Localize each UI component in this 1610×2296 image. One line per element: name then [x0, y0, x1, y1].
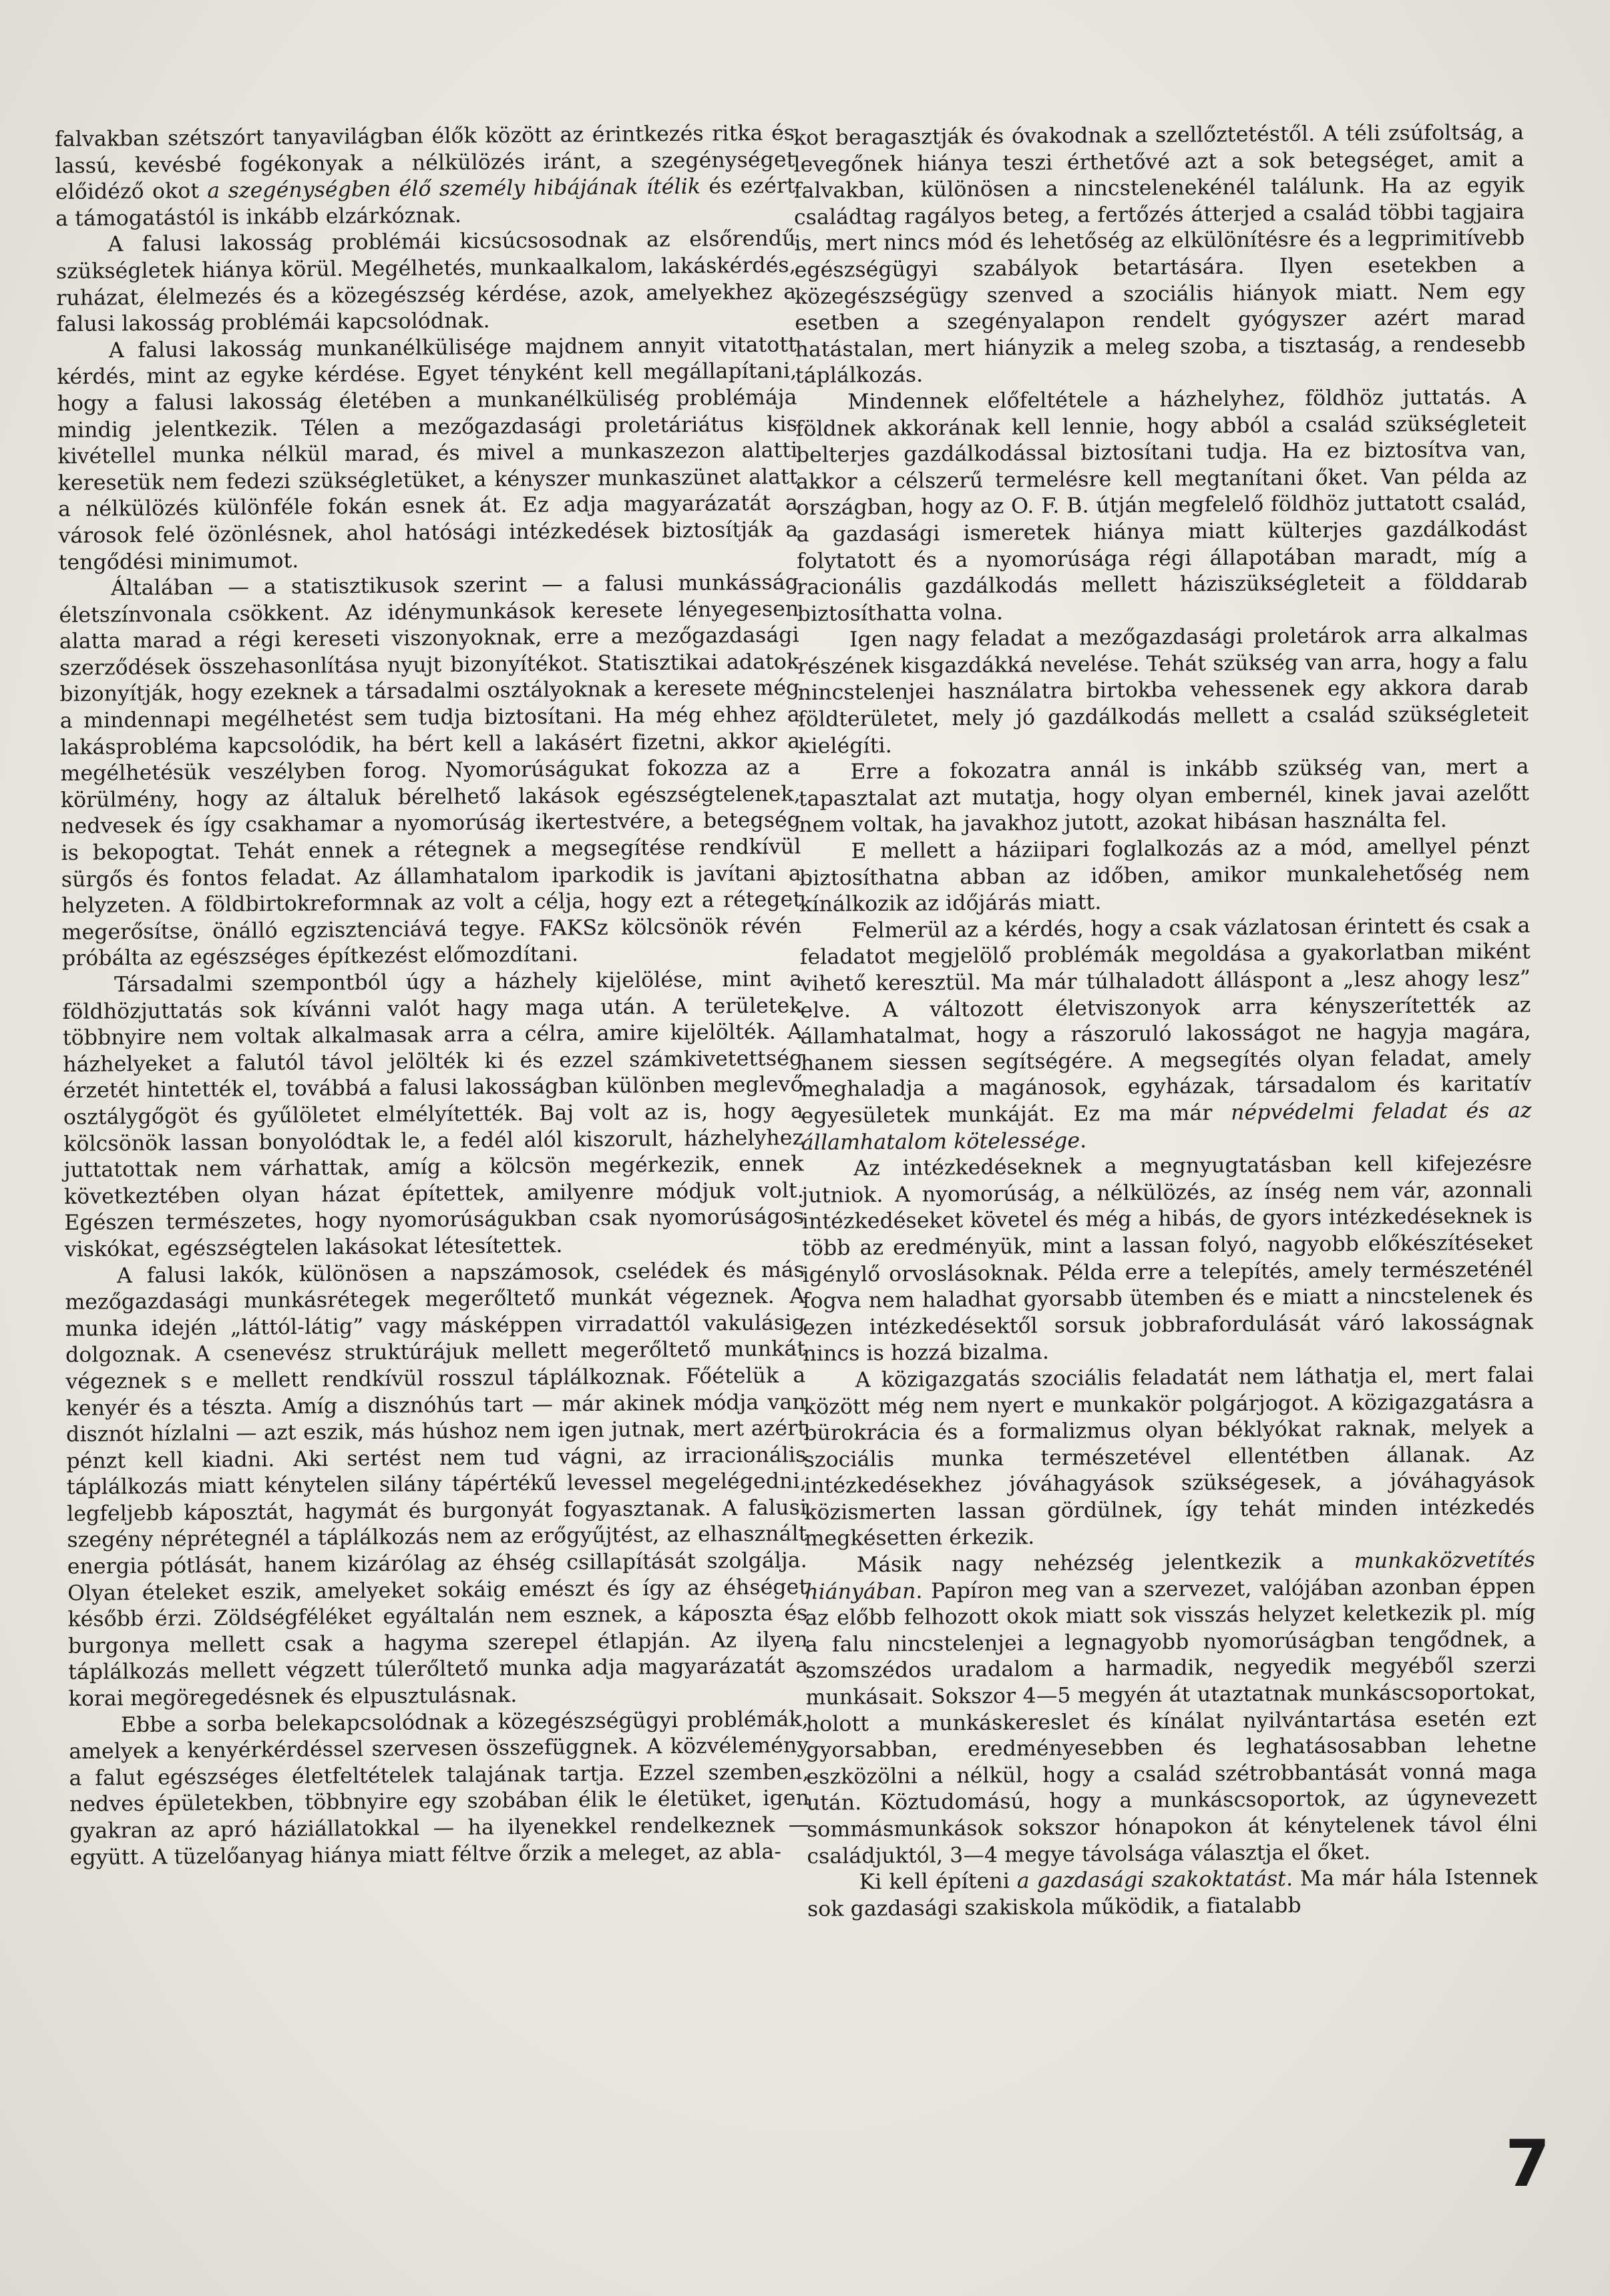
paragraph: A falusi lakók, különösen a napszámosok, cselédek és más mezőgazdasági munkásrétegek megerőltető munkát végeznek. A munka idején „láttól-látig” vagy másképpen virradattól vakulásig dolgoznak. A csenevész struktúrájuk mellett megerőltető munkát végeznek s e mellett rendkívül rosszul táplálkoznak. Főételük a kenyér és a tészta. Amíg a disznóhús tart — már akinek módja van disznót hízlalni — azt eszik, más húshoz nem igen jutnak, mert azért pénzt kell kiadni. Aki sertést nem tud vágni, az irracionális táplálkozás miatt kénytelen silány tápértékű levessel megelégedni, legfeljebb káposztát, hagymát és burgonyát fogyasztanak. A falusi szegény néprétegnél a táplálkozás nem az erőgyűjtést, az elhasznált energia pótlását, hanem kizárólag az éhség csillapítását szolgálja. Olyan ételeket eszik, amelyeket sokáig emészt és így az éhséget később érzi. Zöldségféléket egyáltalán nem esznek, a káposzta és burgonya mellett csak a hagyma szerepel étlapján. Az ilyen táplálkozás mellett végzett túlerőltető munka adja magyarázatát a korai megöregedésnek és elpusztulásnak.	[65, 1257, 809, 1711]
paragraph: Igen nagy feladat a mezőgazdasági proletárok arra alkalmas részének kisgazdákká nevelése. Tehát szükség van arra, hogy a falu nincstelenjei használatra birtokba vehessenek egy akkora darab földterületet, mely jó gazdálkodás mellett a család szükségleteit kielégíti.	[797, 622, 1529, 758]
emphasis: a gazdasági szakoktatást	[1016, 1867, 1287, 1893]
emphasis: munkaközvetítés hiányában	[805, 1548, 1536, 1604]
page-number: 7	[1505, 2126, 1550, 2201]
paragraph: A falusi lakosság munkanélkülisége majdnem annyit vitatott kérdés, mint az egyke kérdése. Egyet tényként kell megállapítani, hogy a falusi lakosság életében a munkanélküliség problémája mindig jelentkezik. Télen a mezőgazdasági proletáriátus kis kivétellel munka nélkül marad, és mivel a munkaszezon alatti keresetük nem fedezi szükségletüket, a kényszer munkaszünet alatt a nélkülözés különféle fokán esnek át. Ez adja magyarázatát a városok felé özönlésnek, ahol hatósági intézkedések biztosítják a tengődési minimumot.	[57, 332, 799, 575]
paragraph: Felmerül az a kérdés, hogy a csak vázlatosan érintett és csak a feladatot megjelölő problémák megoldása a gyakorlatban miként vihető keresztül. Ma már túlhaladott álláspont a „lesz ahogy lesz” elve. A változott életviszonyok arra kényszerítették az államhatalmat, hogy a rászoruló lakosságot ne hagyja magára, hanem siessen segítségére. A megsegítés olyan feladat, amely meghaladja a magánosok, egyházak, társadalom és karitatív egyesületek munkáját. Ez ma már népvédelmi feladat és az államhatalom kötelessége.	[799, 913, 1532, 1155]
paragraph: kot beragasztják és óvakodnak a szellőztetéstől. A téli zsúfoltság, a levegőnek hiánya teszi érthetővé azt a sok betegséget, amit a falvakban, különösen a nincstelenekénél találunk. Ha az egyik családtag ragályos beteg, a fertőzés átterjed a család többi tagjaira is, mert nincs mód és lehetőség az elkülönítésre és a legprimitívebb egészségügyi szabályok betartására. Ilyen esetekben a közegészségügy szenved a szociális hiányok miatt. Nem egy esetben a szegényalapon rendelt gyógyszer azért marad hatástalan, mert hiányzik a meleg szoba, a tisztaság, a rendesebb táplálkozás.	[793, 120, 1526, 389]
paragraph: A közigazgatás szociális feladatát nem láthatja el, mert falai között még nem nyert e munkakör polgárjogot. A közigazgatásra a bürokrácia és a formalizmus olyan béklyókat raknak, melyek a szociális munka természetével ellentétben állanak. Az intézkedésekhez jóváhagyások szükségesek, a jóváhagyások közismerten lassan gördülnek, így tehát minden intézkedés megkésetten érkezik.	[803, 1363, 1535, 1552]
paragraph: E mellett a háziipari foglalkozás az a mód, amellyel pénzt biztosíthatna abban az időben, amikor munkalehetőség nem kínálkozik az időjárás miatt.	[799, 834, 1530, 917]
paragraph: Ebbe a sorba belekapcsolódnak a közegészségügyi problémák, amelyek a kenyérkérdéssel szervesen összefüggnek. A közvélemény a falut egészséges életfeltételek talajának tartja. Ezzel szemben, nedves épületekben, többnyire egy szobában élik le életüket, igen gyakran az apró háziállatokkal — ha ilyenekkel rendelkeznek — együtt. A tüzelőanyag hiánya miatt féltve őrzik a meleget, az abla-	[69, 1706, 810, 1870]
paragraph: Erre a fokozatra annál is inkább szükség van, mert a tapasztalat azt mutatja, hogy olyan embernél, kinek javai azelőtt nem voltak, ha javakhoz jutott, azokat hibásan használta fel.	[798, 754, 1530, 838]
paragraph: Másik nagy nehézség jelentkezik a munkaközvetítés hiányában. Papíron meg van a szervezet, valójában azonban éppen az előbb felhozott okok miatt sok visszás helyzet keletkezik pl. míg a falu nincstelenjei a legnagyobb nyomorúságban tengődnek, a szomszédos uradalom a harmadik, negyedik megyéből szerzi munkásait. Sokszor 4—5 megyén át utaztatnak munkáscsoportokat, holott a munkáskereslet és kínálat nyilvántartása esetén ezt gyorsabban, eredményesebben és leghatásosabban lehetne eszközölni a nélkül, hogy a család szétrobbantását vonná maga után. Köztudomású, hogy a munkáscsoportok, az úgynevezett sommásmunkások sokszor hónapokon át kénytelenek távol élni családjuktól, 3—4 megye távolsága választja el őket.	[805, 1548, 1538, 1869]
paragraph: Az intézkedéseknek a megnyugtatásban kell kifejezésre jutniok. A nyomorúság, a nélkülözés, az ínség nem vár, azonnali intézkedéseket követel és még a hibás, de gyors intézkedéseknek is több az eredményük, mint a lassan folyó, nagyobb előkészítéseket igénylő orvoslásoknak. Példa erre a telepítés, amely természeténél fogva nem haladhat gyorsabb ütemben és e miatt a nincstelenek és ezen intézkedésektől sorsuk jobbrafordulását váró lakosságnak nincs is hozzá bizalma.	[801, 1151, 1534, 1367]
emphasis: népvédelmi feladat és az államhatalom kötelessége	[801, 1098, 1532, 1155]
left-column	[55, 120, 810, 1871]
paragraph: Társadalmi szempontból úgy a házhely kijelölése, mint a földhözjuttatás sok kívánni valót hagy maga után. A területek többnyire nem voltak alkalmasak arra a célra, amire kijelölték. A házhelyeket a falutól távol jelölték ki és ezzel számkivetettség érzetét hintették el, továbbá a falusi lakosságban különben meglevő osztálygőgöt és gyűlöletet elmélyítették. Baj volt az is, hogy a kölcsönök lassan bonyolódtak le, a fedél alól kiszorult, házhelyhez juttatottak nem várhattak, amíg a kölcsön megérkezik, ennek következtében olyan házat építettek, amilyenre módjuk volt. Egészen természetes, hogy nyomorúságukban csak nyomorúságos viskókat, egészségtelen lakásokat létesítettek.	[62, 967, 805, 1262]
right-column	[793, 120, 1538, 1923]
emphasis: a szegénységben élő személy hibájának ítélik	[207, 174, 701, 204]
paragraph: A falusi lakosság problémái kicsúcsosodnak az elsőrendű szükségletek hiánya körül. Megélhetés, munkaalkalom, lakáskérdés, ruházat, élelmezés és a közegészség kérdése, azok, amelyekhez a falusi lakosság problémái kapcsolódnak.	[55, 226, 797, 337]
paragraph: falvakban szétszórt tanyavilágban élők között az érintkezés ritka és lassú, kevésbé fogékonyak a nélkülözés iránt, a szegénységet előidéző okot a szegénységben élő személy hibájának ítélik és ezért a támogatástól is inkább elzárkóznak.	[55, 121, 795, 231]
paragraph: Mindennek előfeltétele a házhelyhez, földhöz juttatás. A földnek akkorának kell lennie, hogy abból a család szükségleteit belterjes gazdálkodással biztosítani tudja. Ha ez biztosítva van, akkor a célszerű termelésre kell megtanítani őket. Van példa az országban, hogy az O. F. B. útján megfelelő földhöz juttatott család, a gazdasági ismeretek hiánya miatt külterjes gazdálkodást folytatott és a nyomorúsága régi állapotában maradt, míg a racionális gazdálkodás mellett háziszükségleteit a földdarab biztosíthatta volna.	[795, 385, 1528, 626]
paragraph: Ki kell építeni a gazdasági szakoktatást. Ma már hála Istennek sok gazdasági szakiskola működik, a fiatalabb	[807, 1865, 1538, 1921]
paragraph: Általában — a statisztikusok szerint — a falusi munkásság életszínvonala csökkent. Az idénymunkások keresete lényegesen alatta marad a régi kereseti viszonyoknak, erre a mezőgazdasági szerződések összehasonlítása nyujt bizonyítékot. Statisztikai adatok bizonyítják, hogy ezeknek a társadalmi osztályoknak a keresete még a mindennapi megélhetést sem tudja biztosítani. Ha még ehhez a lakásprobléma kapcsolódik, ha bért kell a lakásért fizetni, akkor a megélhetésük veszélyben forog. Nyomorúságukat fokozza az a körülmény, hogy az általuk bérelhető lakások egészségtelenek, nedvesek és így csakhamar a nyomorúság ikertestvére, a betegség is bekopogtat. Tehát ennek a rétegnek a megsegítése rendkívül sürgős és fontos feladat. Az államhatalom iparkodik is javítani a helyzeten. A földbirtokreformnak az volt a célja, hogy ezt a réteget megerősítse, önálló egzisztenciává tegye. FAKSz kölcsönök révén próbálta az egészséges építkezést előmozdítani.	[59, 570, 802, 971]
